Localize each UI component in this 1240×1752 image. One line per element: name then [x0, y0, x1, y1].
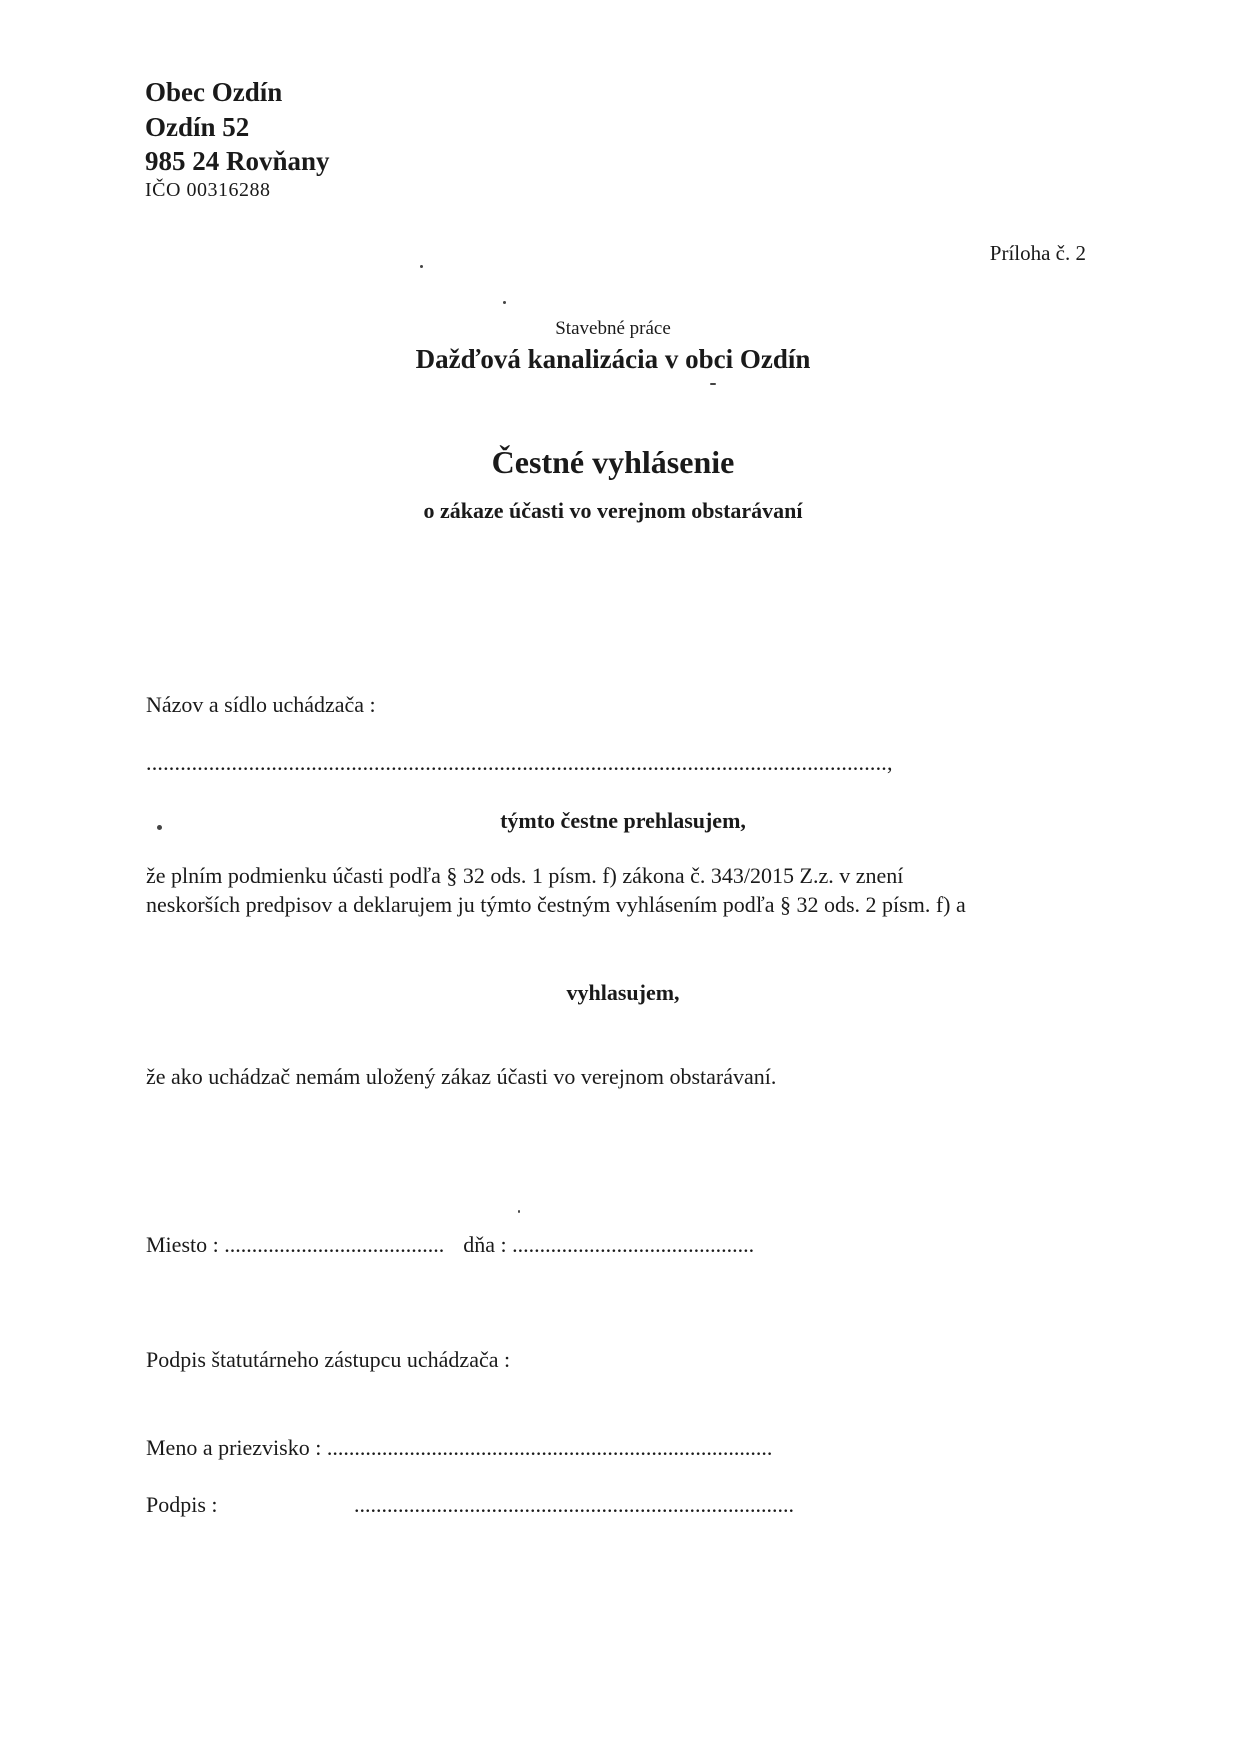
document-title: Čestné vyhlásenie [491, 444, 735, 480]
declaration-heading-1: týmto čestne prehlasujem, [500, 808, 746, 833]
signature-heading: Podpis štatutárneho zástupcu uchádzača : [146, 1347, 511, 1372]
date-label: dňa : [463, 1232, 507, 1257]
document-subtitle: o zákaze účasti vo verejnom obstarávaní [423, 498, 803, 523]
declaration-text-line-1: že plním podmienku účasti podľa § 32 ods. 1 písm. f) zákona č. 343/2015 Z.z. v znení [146, 863, 904, 888]
declaration-heading-2: vyhlasujem, [566, 980, 680, 1005]
place-label: Miesto : [146, 1232, 219, 1257]
name-label: Meno a priezvisko : [146, 1435, 322, 1460]
project-title: Dažďová kanalizácia v obci Ozdín [415, 344, 811, 374]
scan-speck [157, 825, 162, 830]
subject-category: Stavebné práce [555, 318, 671, 339]
scan-speck [518, 1210, 520, 1213]
date-blank[interactable]: ............................................ [512, 1232, 755, 1257]
place-date-row [146, 1234, 754, 1256]
org-city: 985 24 Rovňany [145, 146, 330, 176]
declaration-text-2: že ako uchádzač nemám uložený zákaz účasti vo verejnom obstarávaní. [146, 1064, 777, 1089]
org-street: Ozdín 52 [145, 112, 250, 142]
annex-label: Príloha č. 2 [989, 241, 1086, 265]
name-row [146, 1437, 772, 1459]
declaration-text-line-2: neskorších predpisov a deklarujem ju týmto čestným vyhlásením podľa § 32 ods. 2 písm. f) a [146, 892, 966, 917]
scan-speck [420, 265, 423, 268]
scan-speck [503, 301, 506, 304]
org-ico: IČO 00316288 [145, 179, 271, 201]
place-blank[interactable]: ........................................ [224, 1232, 445, 1257]
scan-speck [710, 383, 716, 385]
bidder-blank-line[interactable]: .................................................................................................................................., [146, 750, 893, 775]
name-blank[interactable]: ................................................................................. [326, 1435, 773, 1460]
org-name: Obec Ozdín [145, 77, 283, 107]
bidder-label: Názov a sídlo uchádzača : [146, 692, 376, 717]
sign-label: Podpis : [146, 1492, 218, 1517]
sign-blank[interactable]: ................................................................................ [354, 1492, 794, 1517]
